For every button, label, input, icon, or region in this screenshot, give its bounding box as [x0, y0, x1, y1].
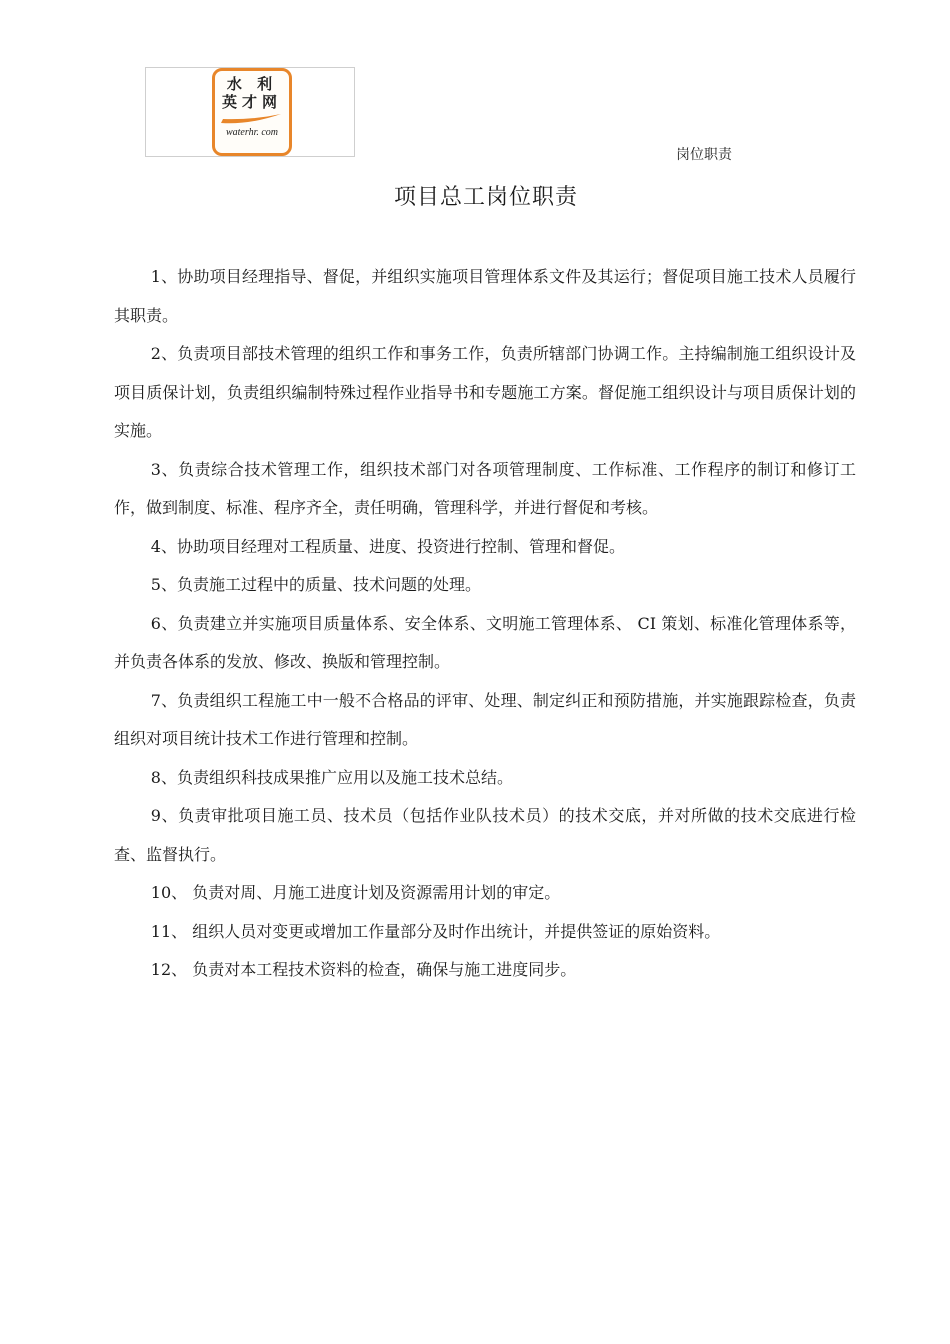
document-body	[114, 258, 856, 990]
duty-item-7: 7、负责组织工程施工中一般不合格品的评审、处理、制定纠正和预防措施，并实施跟踪检查，负责组织对项目统计技术工作进行管理和控制。	[114, 690, 856, 748]
logo	[145, 67, 355, 157]
duty-item-2: 2、负责项目部技术管理的组织工作和事务工作，负责所辖部门协调工作。主持编制施工组织设计及项目质保计划，负责组织编制特殊过程作业指导书和专题施工方案。督促施工组织设计与项目质保计划的实施。	[114, 344, 856, 440]
duty-item-8: 8、负责组织科技成果推广应用以及施工技术总结。	[150, 767, 513, 787]
duty-item-11: 11、 组织人员对变更或增加工作量部分及时作出统计，并提供签证的原始资料。	[150, 921, 721, 941]
duty-item-9: 9、负责审批项目施工员、技术员（包括作业队技术员）的技术交底，并对所做的技术交底进行检查、监督执行。	[114, 806, 856, 864]
duty-item-4: 4、协助项目经理对工程质量、进度、投资进行控制、管理和督促。	[150, 536, 625, 556]
duty-item-1: 1、协助项目经理指导、督促，并组织实施项目管理体系文件及其运行；督促项目施工技术人员履行其职责。	[114, 267, 856, 325]
logo-url: waterhr. com	[225, 127, 279, 138]
duty-item-12: 12、 负责对本工程技术资料的检查，确保与施工进度同步。	[150, 960, 577, 979]
duty-item-3: 3、负责综合技术管理工作，组织技术部门对各项管理制度、工作标准、工作程序的制订和修订工作，做到制度、标准、程序齐全，责任明确，管理科学，并进行督促和考核。	[114, 459, 856, 517]
logo-badge	[212, 68, 292, 156]
duty-item-10: 10、 负责对周、月施工进度计划及资源需用计划的审定。	[150, 883, 561, 902]
swoosh-icon	[219, 111, 285, 127]
page-title: 项目总工岗位职责	[393, 185, 578, 210]
header-label: 岗位职责	[676, 147, 732, 163]
logo-text-line1: 水 利	[226, 75, 278, 93]
duty-item-6: 6、负责建立并实施项目质量体系、安全体系、文明施工管理体系、 CI 策划、标准化管理体系等，并负责各体系的发放、修改、换版和管理控制。	[114, 613, 856, 671]
logo-text-line2: 英才网	[221, 93, 282, 111]
duty-item-5: 5、负责施工过程中的质量、技术问题的处理。	[150, 575, 481, 594]
